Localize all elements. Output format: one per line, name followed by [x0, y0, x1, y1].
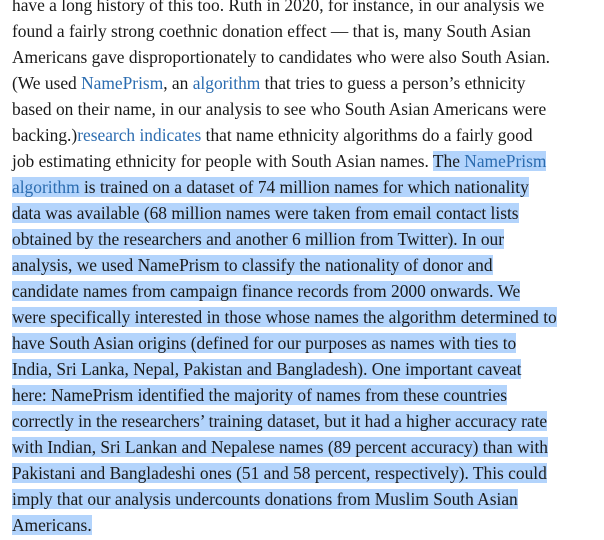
- inline-link[interactable]: research indicates: [77, 125, 202, 145]
- selected-text: The: [432, 151, 465, 171]
- body-text: job estimating ethnicity for people with South Asian names.: [12, 151, 433, 171]
- article-paragraph: [12, 0, 602, 538]
- text-line: [12, 278, 602, 304]
- selected-text: candidate names from campaign finance records from 2000 onwards. We: [12, 281, 521, 301]
- text-line: [12, 486, 602, 512]
- inline-link[interactable]: NamePrism: [81, 73, 164, 93]
- text-line: [12, 226, 602, 252]
- selected-text: data was available (68 million names were taken from email contact lists: [12, 203, 519, 223]
- body-text: backing.): [12, 125, 78, 145]
- text-line: [12, 512, 602, 538]
- selected-text: obtained by the researchers and another 6 million from Twitter). In our: [12, 229, 505, 249]
- selected-text: analysis, we used NamePrism to classify the nationality of donor and: [12, 255, 493, 275]
- body-text: that name ethnicity algorithms do a fairly good: [201, 125, 533, 145]
- text-line: [12, 44, 602, 70]
- text-line: [12, 356, 602, 382]
- text-line: [12, 122, 602, 148]
- body-text: Americans gave disproportionately to candidates who were also South Asian.: [12, 47, 551, 67]
- body-text: , an: [163, 73, 193, 93]
- inline-link[interactable]: algorithm: [192, 73, 261, 93]
- text-line: [12, 148, 602, 174]
- selected-text: were specifically interested in those whose names the algorithm determined to: [12, 307, 557, 327]
- text-line: [12, 460, 602, 486]
- body-text: found a fairly strong coethnic donation effect — that is, many South Asian: [12, 21, 531, 41]
- selected-text: imply that our analysis undercounts donations from Muslim South Asian: [12, 489, 518, 509]
- text-line: [12, 408, 602, 434]
- text-line: [12, 18, 602, 44]
- text-line: [12, 304, 602, 330]
- article-body: [12, 0, 602, 538]
- text-line: [12, 252, 602, 278]
- selected-text: is trained on a dataset of 74 million names for which nationality: [79, 177, 529, 197]
- text-line: [12, 434, 602, 460]
- text-line: [12, 70, 602, 96]
- selected-text: here: NamePrism identified the majority of names from these countries: [12, 385, 508, 405]
- text-line: [12, 0, 602, 18]
- inline-link[interactable]: NamePrism: [464, 151, 547, 171]
- selected-text: Pakistani and Bangladeshi ones (51 and 58 percent, respectively). This could: [12, 463, 547, 483]
- text-line: [12, 330, 602, 356]
- text-line: [12, 96, 602, 122]
- text-line: [12, 382, 602, 408]
- body-text: have a long history of this too. Ruth in 2020, for instance, in our analysis we: [12, 0, 545, 15]
- text-line: [12, 200, 602, 226]
- body-text: (We used: [12, 73, 82, 93]
- body-text: that tries to guess a person’s ethnicity: [260, 73, 526, 93]
- selected-text: Americans.: [12, 515, 92, 535]
- text-line: [12, 174, 602, 200]
- selected-text: India, Sri Lanka, Nepal, Pakistan and Bangladesh). One important caveat: [12, 359, 522, 379]
- body-text: based on their name, in our analysis to see who South Asian Americans were: [12, 99, 547, 119]
- selected-text: correctly in the researchers’ training dataset, but it had a higher accuracy rate: [12, 411, 548, 431]
- selected-text: have South Asian origins (defined for our purposes as names with ties to: [12, 333, 517, 353]
- selected-text: with Indian, Sri Lankan and Nepalese names (89 percent accuracy) than with: [12, 437, 549, 457]
- inline-link[interactable]: algorithm: [12, 177, 80, 197]
